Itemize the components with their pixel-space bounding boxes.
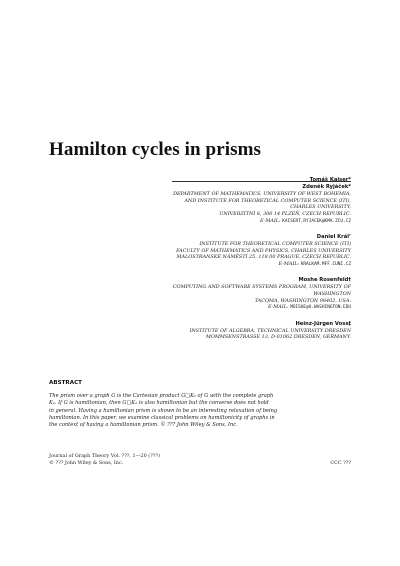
author-block <box>31 321 351 341</box>
abstract-line: the context of having a hamiltonian prism. © ??? John Wiley & Sons, Inc. <box>49 422 238 429</box>
author-block <box>31 234 351 269</box>
affiliation-line: AND INSTITUTE FOR THEORETICAL COMPUTER SCIENCE (ITI), <box>184 197 351 204</box>
copyright-line: © ??? John Wiley & Sons, Inc. <box>49 460 124 466</box>
email-label: E-MAIL: <box>267 304 289 311</box>
author-name: Heinz-Jürgen Voss‡ <box>295 320 351 327</box>
author-list <box>31 177 351 350</box>
author-block <box>31 184 351 226</box>
ccc-code: CCC ??? <box>330 460 351 466</box>
email-address: KRALKAM.MFF.CUNI.CZ <box>300 262 351 268</box>
affiliation-line: MOMMSENSTRASSE 13, D-01062 DRESDEN, GERMANY. <box>205 334 351 341</box>
author-block <box>31 177 351 184</box>
abstract-line: The prism over a graph G is the Cartesian product G□K₂ of G with the complete graph <box>49 393 274 399</box>
affiliation-line: INSTITUTE FOR THEORETICAL COMPUTER SCIENCE (ITI) <box>199 241 351 248</box>
affiliation-line: DEPARTMENT OF MATHEMATICS, UNIVERSITY OF WEST BOHEMIA, <box>173 191 351 197</box>
affiliation-line: INSTITUTE OF ALGEBRA, TECHNICAL UNIVERSITY DRESDEN <box>189 327 351 334</box>
affiliation-line: WASHINGTON <box>313 291 351 298</box>
abstract-line: K₂. If G is hamiltonian, then G□K₂ is also hamiltonian but the converse does not hold <box>49 400 269 407</box>
email-label: E-MAIL: <box>278 261 300 268</box>
email-line <box>31 218 351 226</box>
affiliation-line: UNIVERZITNÍ 8, 306 14 PLZEŇ, CZECH REPUBLIC. <box>219 211 351 218</box>
abstract-heading: ABSTRACT <box>49 380 82 386</box>
author-name: Moshe Rosenfeld† <box>298 277 351 284</box>
journal-citation: Journal of Graph Theory Vol. ???, 1—20 (???) <box>49 453 160 459</box>
affiliation-line: MALOSTRANSKÉ NÁMĚSTÍ 25, 118 00 PRAGUE, CZECH REPUBLIC. <box>176 254 351 261</box>
affiliation-line: CHARLES UNIVERSITY, <box>290 204 351 211</box>
email-line <box>31 304 351 312</box>
author-name: Tomáš Kaiser* <box>309 177 351 183</box>
email-address: KAISERT,RYJACEK@KMA.ZCU.CZ <box>282 218 351 224</box>
email-address: MOISHE@U.WASHINGTON.EDU <box>290 305 351 311</box>
affiliation-line: COMPUTING AND SOFTWARE SYSTEMS PROGRAM, UNIVERSITY OF <box>172 284 351 291</box>
affiliation-line: FACULTY OF MATHEMATICS AND PHYSICS, CHARLES UNIVERSITY <box>176 247 351 254</box>
affiliation-line: TACOMA, WASHINGTON 98402, USA. <box>254 297 351 304</box>
author-name: Daniel Král’ <box>316 234 351 241</box>
abstract-body <box>49 393 351 429</box>
email-line <box>31 261 351 269</box>
email-label: E-MAIL: <box>260 217 281 224</box>
abstract-line: hamiltonian. In this paper, we examine classical problems on hamiltonicity of graphs in <box>49 414 275 421</box>
journal-footer <box>49 453 160 467</box>
author-name: Zdeněk Ryjáček* <box>302 184 351 190</box>
abstract-line: in general. Having a hamiltonian prism is shown to be an interesting relaxation of being <box>49 407 278 414</box>
author-block <box>31 277 351 312</box>
paper-title: Hamilton cycles in prisms <box>49 139 262 160</box>
